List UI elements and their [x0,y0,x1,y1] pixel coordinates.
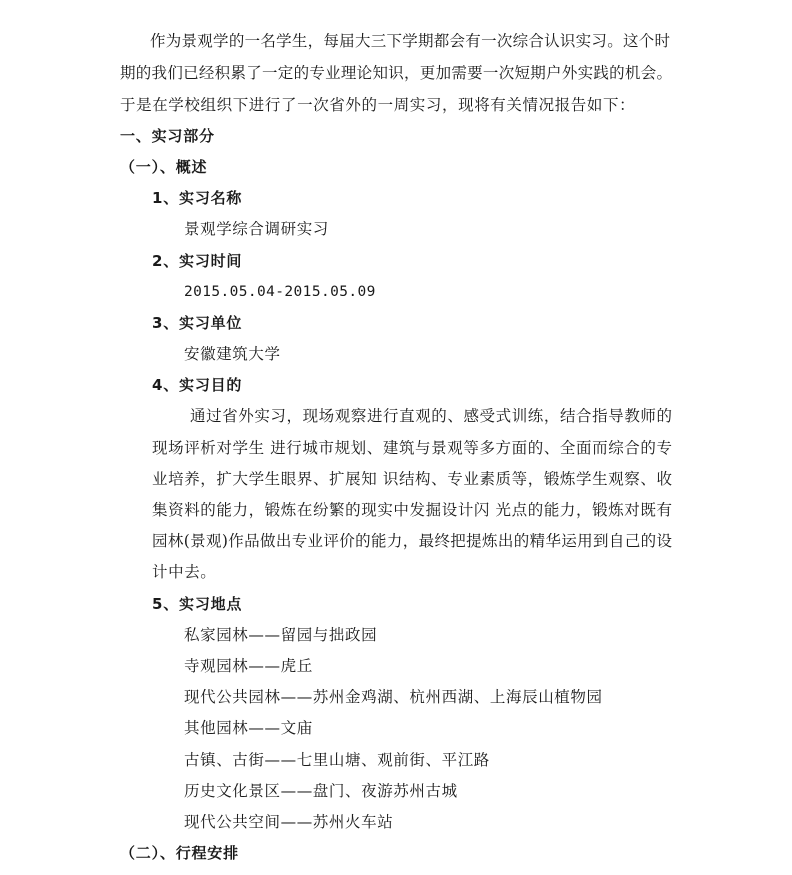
purpose-line-1: 通过省外实习，现场观察进行直观的、感受式训练，结合指导教师的 [190,407,672,425]
item-heading-locations: 5、实习地点 [152,595,243,613]
intro-line-2: 期的我们已经积累了一定的专业理论知识，更加需要一次短期户外实践的机会。 [120,64,672,82]
purpose-line-3: 业培养，扩大学生眼界、扩展知 识结构、专业素质等，锻炼学生观察、收 [152,470,672,488]
purpose-line-4: 集资料的能力，锻炼在纷繁的现实中发掘设计闪 光点的能力，锻炼对既有 [152,501,672,519]
item-heading-time: 2、实习时间 [152,252,243,270]
location-item: 现代公共园林——苏州金鸡湖、杭州西湖、上海辰山植物园 [184,688,603,706]
intro-line-3: 于是在学校组织下进行了一次省外的一周实习，现将有关情况报告如下： [120,96,636,114]
location-item: 历史文化景区——盘门、夜游苏州古城 [184,782,458,800]
item-content-time: 2015.05.04-2015.05.09 [184,284,376,300]
subsection-heading-overview: （一）、概述 [120,158,208,176]
item-heading-purpose: 4、实习目的 [152,376,243,394]
item-content-unit: 安徽建筑大学 [184,345,281,363]
purpose-line-2: 现场评析对学生 进行城市规划、建筑与景观等多方面的、全面而综合的专 [152,439,672,457]
section-heading-internship: 一、实习部分 [120,127,215,145]
intro-line-1: 作为景观学的一名学生，每届大三下学期都会有一次综合认识实习。这个时 [150,32,670,50]
location-item: 寺观园林——虎丘 [184,657,313,675]
purpose-line-5: 园林(景观)作品做出专业评价的能力，最终把提炼出的精华运用到自己的设 [152,532,672,550]
item-content-name: 景观学综合调研实习 [184,220,329,238]
item-heading-name: 1、实习名称 [152,189,243,207]
location-item: 古镇、古街——七里山塘、观前街、平江路 [184,751,490,769]
location-item: 现代公共空间——苏州火车站 [184,813,394,831]
location-item: 私家园林——留园与拙政园 [184,626,378,644]
item-heading-unit: 3、实习单位 [152,314,243,332]
subsection-heading-schedule: （二）、行程安排 [120,844,239,862]
purpose-line-6: 计中去。 [152,563,217,581]
location-item: 其他园林——文庙 [184,719,313,737]
